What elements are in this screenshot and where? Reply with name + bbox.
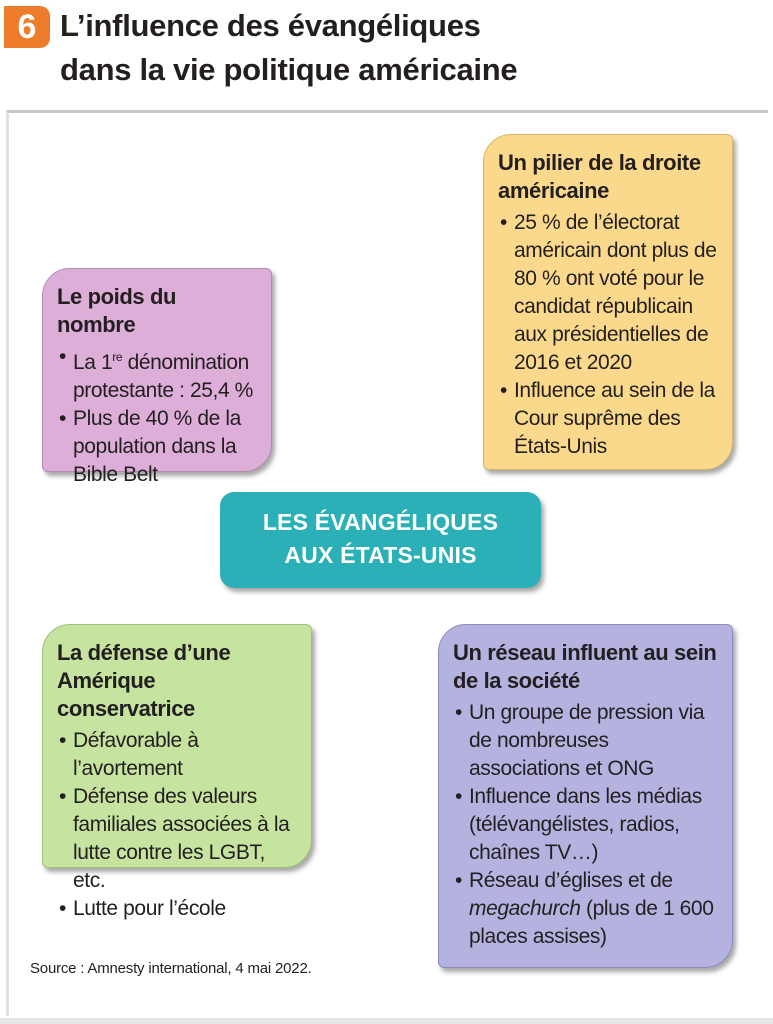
- list-item: • Influence au sein de la Cour suprême des États-Unis: [498, 377, 718, 461]
- list-item: • Influence dans les médias (télévangélistes, radios, chaînes TV…): [453, 783, 718, 867]
- box-defense-conservatrice: [42, 624, 312, 920]
- list-item: • Un groupe de pression via de nombreuses associations et ONG: [453, 699, 718, 783]
- box-pilier-droite: [483, 134, 733, 470]
- central-topic-line-2: AUX ÉTATS-UNIS: [284, 542, 477, 568]
- item-text: Réseau d’églises et de: [469, 869, 673, 892]
- box-title: La défense d’une Amérique conservatrice: [57, 640, 231, 721]
- item-text: dénomination protestante : 25,4 %: [73, 351, 253, 402]
- box-title: Un pilier de la droite américaine: [498, 150, 701, 203]
- central-topic: [220, 492, 541, 588]
- document-title: [60, 4, 760, 92]
- bullet-list: [453, 699, 718, 951]
- list-item: • Défense des valeurs familiales associées à la lutte contre les LGBT, etc.: [57, 783, 297, 895]
- bullet-list: [498, 209, 718, 461]
- bullet-list: [57, 343, 257, 489]
- source-citation: Source : Amnesty international, 4 mai 2022.: [30, 960, 312, 977]
- central-topic-line-1: LES ÉVANGÉLIQUES: [262, 509, 499, 535]
- document-number-badge: 6: [4, 6, 50, 48]
- item-text: (plus de 1 600 places assises): [469, 897, 714, 948]
- list-item: • Défavorable à l’avortement: [57, 727, 297, 783]
- box-title: Un réseau influent au sein de la société: [453, 640, 717, 693]
- bullet-list: [57, 727, 297, 923]
- list-item: [57, 343, 257, 405]
- list-item: • Plus de 40 % de la population dans la Bible Belt: [57, 405, 257, 489]
- box-poids-du-nombre: [42, 268, 272, 486]
- box-reseau-influent: [438, 624, 733, 968]
- box-title: Le poids du nombre: [57, 284, 177, 337]
- title-line-1: L’influence des évangéliques: [60, 8, 481, 43]
- title-line-2: dans la vie politique américaine: [60, 52, 518, 87]
- item-text: La 1: [73, 351, 113, 374]
- bottom-divider: [0, 1018, 773, 1024]
- superscript: re: [112, 350, 123, 364]
- list-item: • Lutte pour l’école: [57, 895, 297, 923]
- list-item: [453, 867, 718, 951]
- list-item: • 25 % de l’électorat américain dont plus de 80 % ont voté pour le candidat républicain aux présidentielles de 2016 et 2020: [498, 209, 718, 377]
- document-header: [0, 0, 773, 110]
- item-emphasis: megachurch: [469, 897, 581, 920]
